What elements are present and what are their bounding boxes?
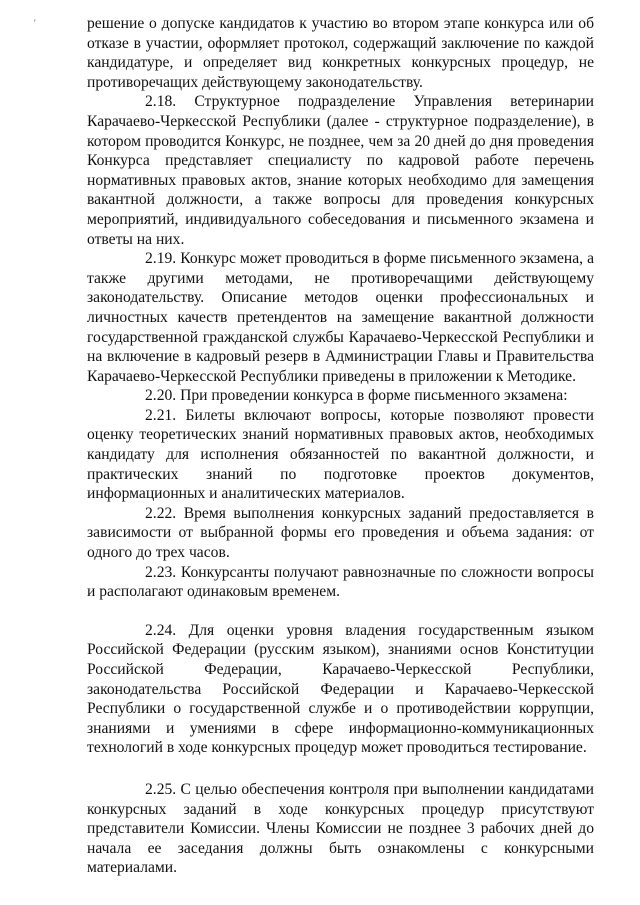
paragraph-2-23: 2.23. Конкурсанты получают равнозначные по сложности вопросы и располагают одинаковым временем. bbox=[87, 563, 594, 601]
paragraph-2-22: 2.22. Время выполнения конкурсных заданий предоставляется в зависимости от выбранной формы его проведения и объема задания: от одного до трех часов. bbox=[87, 504, 594, 562]
scan-mark: ' bbox=[34, 18, 36, 28]
paragraph-2-24: 2.24. Для оценки уровня владения государственным языком Российской Федерации (русским языком), знаниями основ Конституции Российской Федерации, Карачаево-Черкесской Республики, законодательства Российской Федерации и Карачаево-Черкесской Республики о государственной службе и о противодействии коррупции, знаниями и умениями в сфере информационно-коммуникационных технологий в ходе конкурсных процедур может проводиться тестирование. bbox=[87, 621, 594, 757]
paragraph-2-25: 2.25. С целью обеспечения контроля при выполнении кандидатами конкурсных заданий в ходе конкурсных процедур присутствуют представители Комиссии. Члены Комиссии не позднее 3 рабочих дней до начала ее заседания должны быть ознакомлены с конкурсными материалами. bbox=[87, 780, 594, 877]
paragraph-2-21: 2.21. Билеты включают вопросы, которые позволяют провести оценку теоретических знаний нормативных правовых актов, необходимых кандидату для исполнения обязанностей по вакантной должности, и практических знаний по подготовке проектов документов, информационных и аналитических материалов. bbox=[87, 406, 594, 503]
paragraph-2-18: 2.18. Структурное подразделение Управления ветеринарии Карачаево-Черкесской Республики (далее - структурное подразделение), в котором проводится Конкурс, не позднее, чем за 20 дней до дня проведения Конкурса представляет специалисту по кадровой работе перечень нормативных правовых актов, знание которых необходимо для замещения вакантной должности, а также вопросы для проведения конкурсных мероприятий, индивидуального собеседования и письменного экзамена и ответы на них. bbox=[87, 93, 594, 248]
document-body bbox=[87, 14, 594, 878]
paragraph-2-20: 2.20. При проведении конкурса в форме письменного экзамена: bbox=[145, 387, 568, 405]
paragraph-2-19: 2.19. Конкурс может проводиться в форме письменного экзамена, а также другими методами, не противоречащими действующему законодательству. Описание методов оценки профессиональных и личностных качеств претендентов на замещение вакантной должности государственной гражданской службы Карачаево-Черкесской Республики и на включение в кадровый резерв в Администрации Главы и Правительства Карачаево-Черкесской Республики приведены в приложении к Методике. bbox=[87, 250, 594, 385]
paragraph-continuation: решение о допуске кандидатов к участию во втором этапе конкурса или об отказе в участии, оформляет протокол, содержащий заключение по каждой кандидатуре, и определяет вид конкретных конкурсных процедур, не противоречащих действующему законодательству. bbox=[87, 15, 594, 91]
